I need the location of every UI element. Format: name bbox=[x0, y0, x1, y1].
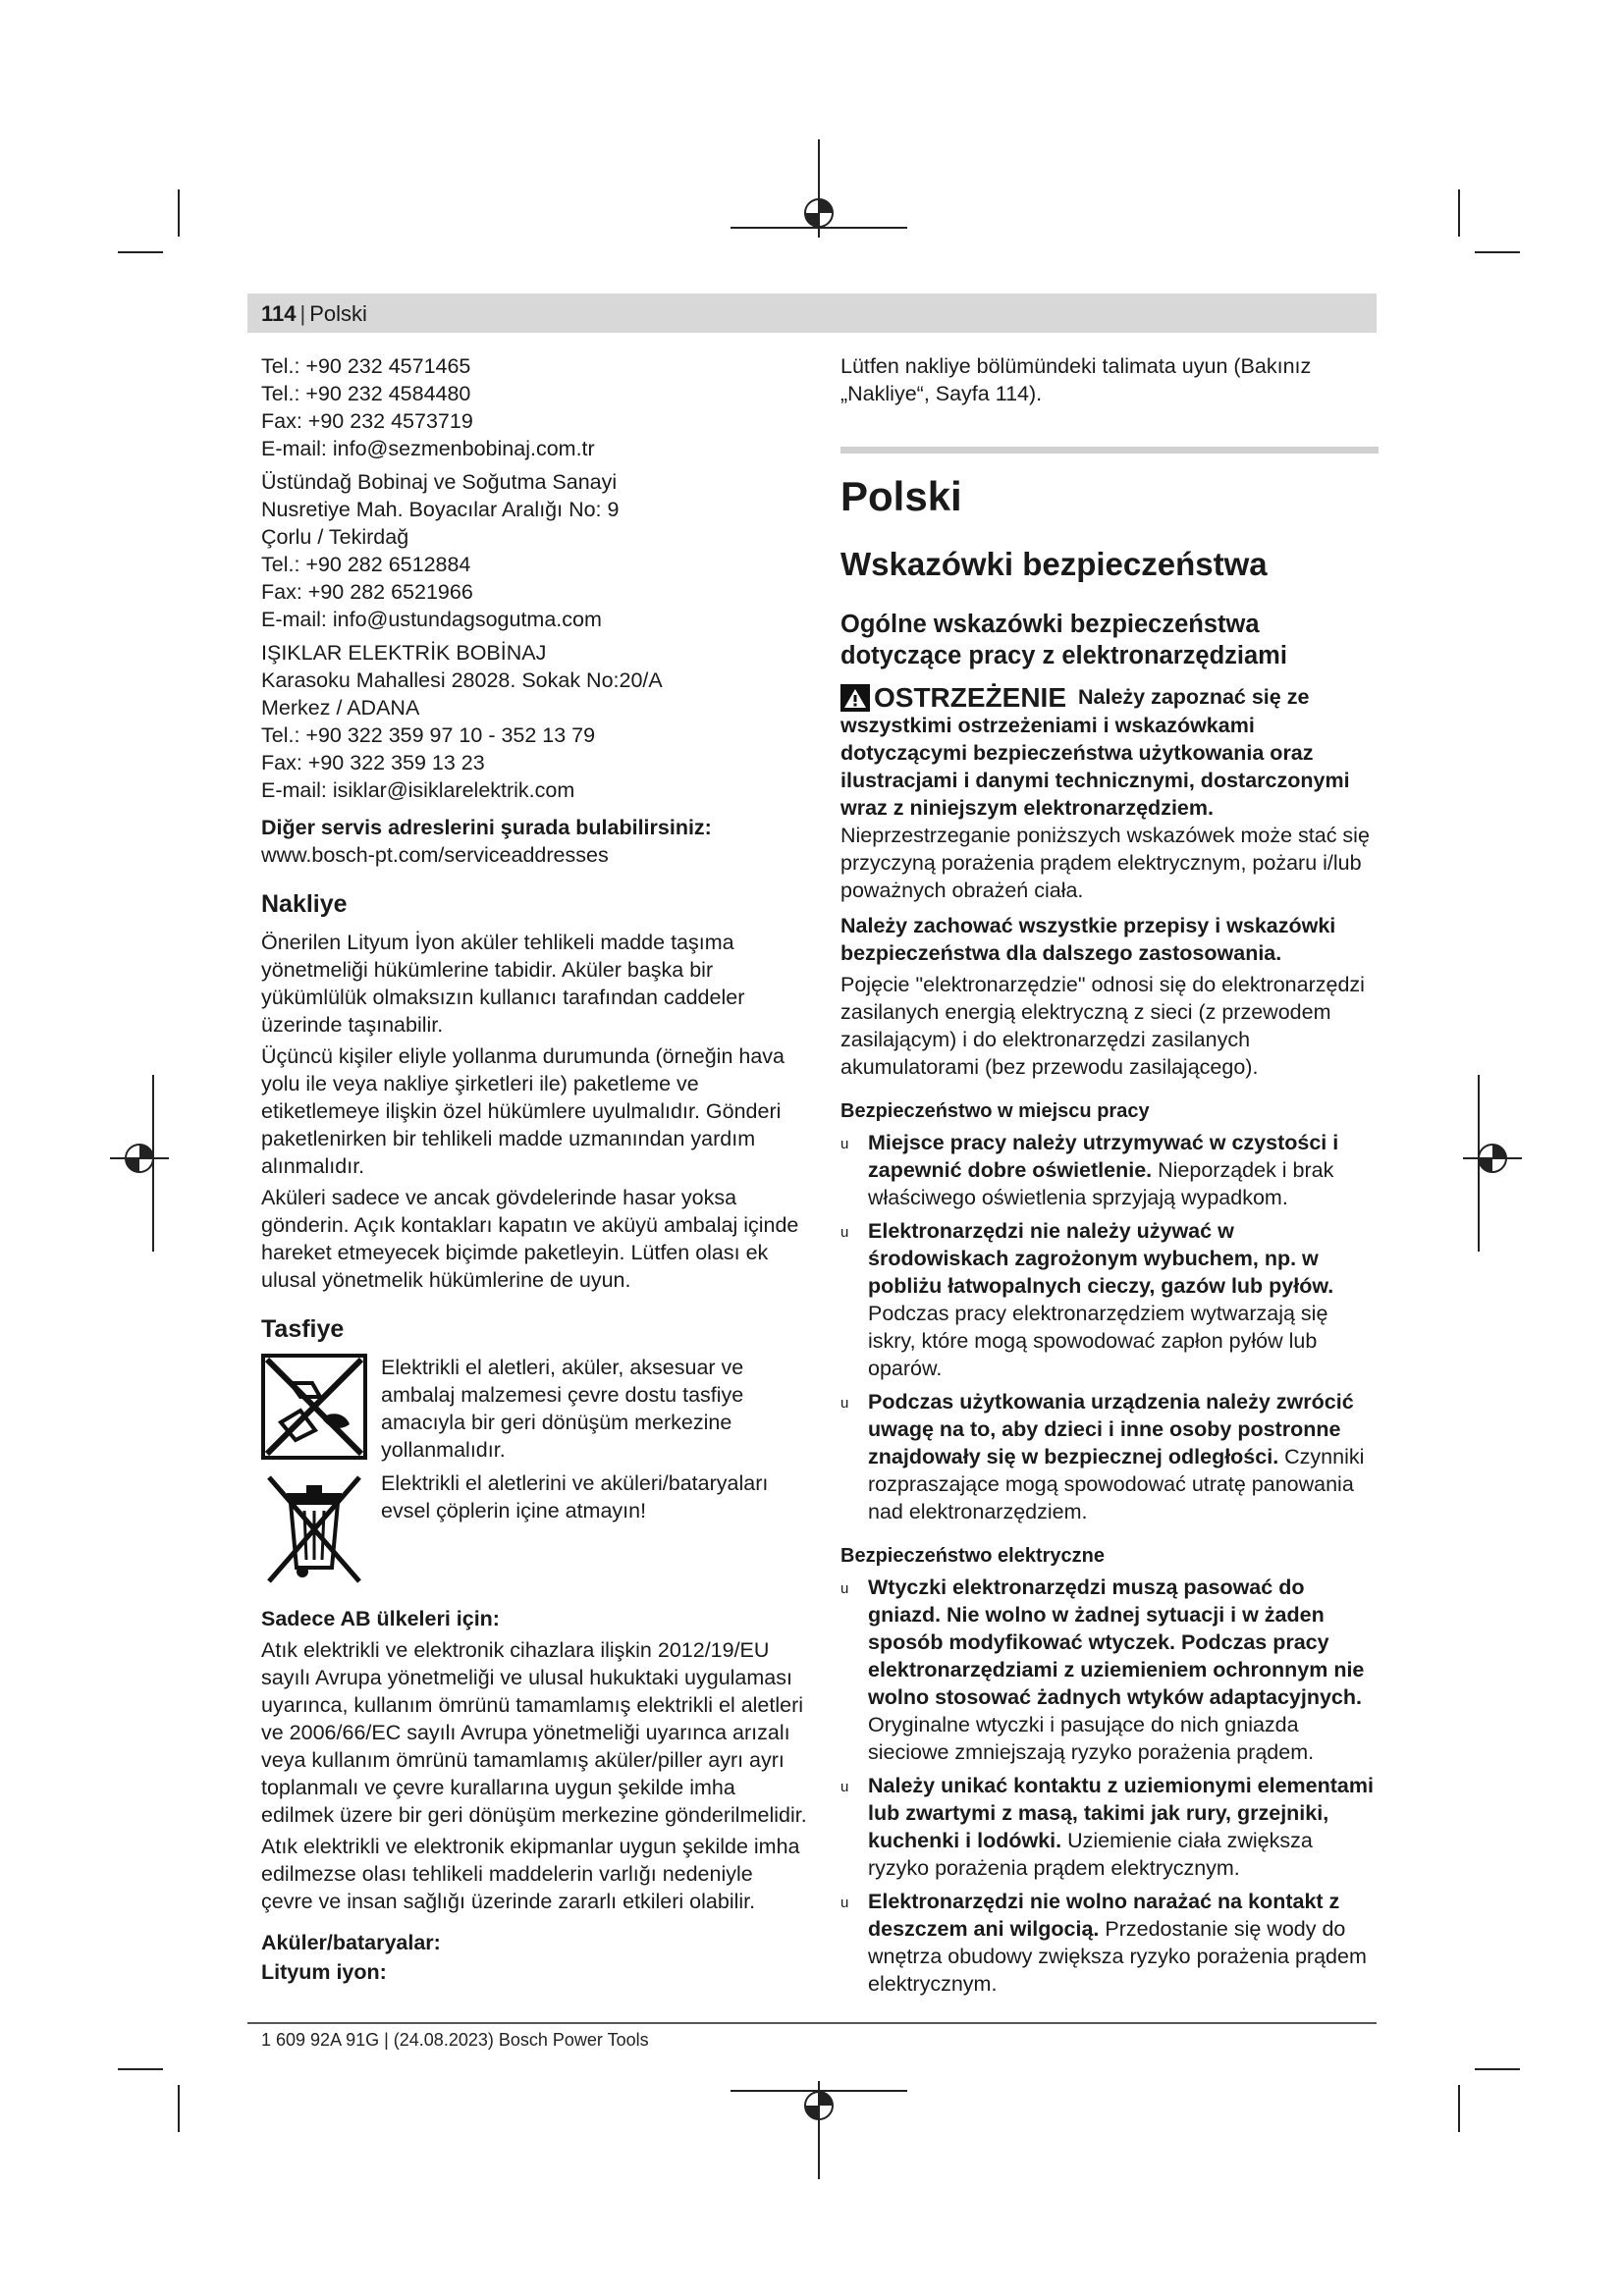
item-text: Podczas pracy elektronarzędziem wytwarzają się iskry, które mogą spowodować zapłon pyłów lub oparów. bbox=[868, 1302, 1328, 1381]
warning-paragraph bbox=[840, 683, 1379, 904]
item-text: Czynniki rozpraszające mogą spowodować utratę panowania nad elektronarzędziem. bbox=[868, 1445, 1365, 1524]
tasfiye-text: Elektrikli el aletleri, aküler, aksesuar ve ambalaj malzemesi çevre dostu tasfiye amacıyla bir geri dönüşüm merkezine yollanmalıdır. bbox=[381, 1356, 744, 1462]
keep-instructions: Należy zachować wszystkie przepisy i wskazówki bezpieczeństwa dla dalszego zastosowania. bbox=[840, 914, 1336, 966]
page-number: 114 bbox=[261, 301, 297, 326]
tasfiye-title: Tasfiye bbox=[261, 1315, 345, 1343]
contact-line: Nusretiye Mah. Boyacılar Aralığı No: 9 bbox=[261, 498, 620, 521]
contact-line: Tel.: +90 322 359 97 10 - 352 13 79 bbox=[261, 723, 596, 747]
right-column bbox=[840, 352, 1379, 2003]
service-block bbox=[261, 814, 809, 869]
bullet-marker: u bbox=[840, 1779, 849, 1796]
section-title: Wskazówki bezpieczeństwa bbox=[840, 546, 1268, 582]
service-heading: Diğer servis adreslerini şurada bulabilirsiniz: bbox=[261, 816, 712, 839]
section-divider bbox=[840, 447, 1379, 454]
item-bold-text: Należy unikać kontaktu z uziemionymi elementami lub zwartymi z masą, takimi jak rury, grzejniki, kuchenki i lodówki. bbox=[868, 1774, 1374, 1853]
service-url: www.bosch-pt.com/serviceaddresses bbox=[261, 843, 609, 867]
header-separator: | bbox=[299, 301, 306, 326]
warning-triangle-icon bbox=[840, 684, 870, 712]
warning-badge bbox=[840, 684, 1066, 712]
list-item bbox=[840, 1217, 1379, 1382]
ab-paragraph: Atık elektrikli ve elektronik cihazlara ilişkin 2012/19/EU sayılı Avrupa yönetmeliği ve ulusal hukuktaki uygulaması uyarınca, kullanım ömrünü tamamlamış elektrikli el aletleri ve 2006/66/EC sayılı Avrupa yönetmeliği uyarınca arızalı veya kullanım ömrünü tamamlamış aküler/piller ayrı ayrı toplanmalı ve çevre kurallarına uygun şekilde imha edilmek üzere bir geri dönüşüm merkezine gönderilmelidir. bbox=[261, 1638, 807, 1827]
crop-mark bbox=[118, 251, 163, 253]
contact-line: Çorlu / Tekirdağ bbox=[261, 525, 409, 549]
no-trash-recycle-icon bbox=[261, 1354, 367, 1460]
nakliye-paragraph: Üçüncü kişiler eliyle yollanma durumunda (örneğin hava yolu ile veya nakliye şirketleri ile) paketleme ve etiketlemeye ilişkin özel hükümlere uyulmalıdır. Gönderi paketlenirken bir tehlikeli madde uzmanından yardım alınmalıdır. bbox=[261, 1044, 785, 1178]
nakliye-paragraph: Önerilen Lityum İyon aküler tehlikeli madde taşıma yönetmeliği hükümlerine tabidir. Aküler başka bir yükümlülük olmaksızın kullanıcı tarafından caddeler üzerinde taşınabilir. bbox=[261, 931, 745, 1037]
crop-mark bbox=[178, 2085, 180, 2132]
item-text: Nieporządek i brak właściwego oświetlenia sprzyjają wypadkom. bbox=[868, 1158, 1334, 1210]
list-item bbox=[840, 1888, 1379, 1998]
contact-line: E-mail: isiklar@isiklarelektrik.com bbox=[261, 778, 575, 802]
list-item bbox=[840, 1574, 1379, 1766]
sub-title: Ogólne wskazówki bezpieczeństwa dotyczące pracy z elektronarzędziami bbox=[840, 611, 1287, 669]
list-item bbox=[840, 1772, 1379, 1882]
footer-rule bbox=[247, 2022, 1377, 2024]
nakliye-title: Nakliye bbox=[261, 890, 348, 918]
crop-mark bbox=[1475, 2068, 1520, 2070]
contact-line: Tel.: +90 232 4584480 bbox=[261, 382, 471, 405]
left-column bbox=[261, 352, 809, 1988]
registration-mark-icon bbox=[731, 2081, 907, 2179]
bullet-marker: u bbox=[840, 1580, 849, 1598]
electrical-heading: Bezpieczeństwo elektryczne bbox=[840, 1545, 1105, 1568]
contact-line: Tel.: +90 232 4571465 bbox=[261, 354, 471, 378]
crop-mark bbox=[118, 2068, 163, 2070]
crop-mark bbox=[1458, 189, 1460, 237]
crop-mark bbox=[178, 189, 180, 237]
bullet-marker: u bbox=[840, 1224, 849, 1242]
bin-row bbox=[261, 1469, 809, 1587]
item-text: Przedostanie się wody do wnętrza obudowy zwiększa ryzyko porażenia prądem elektrycznym. bbox=[868, 1917, 1367, 1997]
bullet-marker: u bbox=[840, 1136, 849, 1153]
item-bold-text: Podczas użytkowania urządzenia należy zwrócić uwagę na to, aby dzieci i inne osoby postronne znajdowały się w bezpiecznej odległości. bbox=[868, 1390, 1354, 1469]
nakliye-paragraph: Aküleri sadece ve ancak gövdelerinde hasar yoksa gönderin. Açık kontakları kapatın ve aküyü ambalaj içinde hareket etmeyecek biçimde paketleyin. Lütfen olası ek ulusal yönetmelik hükümlerine de uyun. bbox=[261, 1186, 799, 1292]
warning-label: OSTRZEŻENIE bbox=[874, 682, 1067, 714]
contact-line: Fax: +90 232 4573719 bbox=[261, 409, 473, 433]
item-bold-text: Miejsce pracy należy utrzymywać w czystości i zapewnić dobre oświetlenie. bbox=[868, 1131, 1339, 1183]
bullet-marker: u bbox=[840, 1395, 849, 1413]
contact-line: Merkez / ADANA bbox=[261, 696, 420, 720]
footer-text: 1 609 92A 91G | (24.08.2023) Bosch Power Tools bbox=[261, 2030, 649, 2050]
list-item bbox=[840, 1129, 1379, 1211]
contact-block-1 bbox=[261, 352, 809, 462]
item-bold-text: Elektronarzędzi nie należy używać w środowiskach zagrożonym wybuchem, np. w pobliżu łatwopalnych cieczy, gazów lub pyłów. bbox=[868, 1219, 1334, 1299]
battery-heading: Aküler/bataryalar: bbox=[261, 1931, 441, 1954]
item-bold-text: Wtyczki elektronarzędzi muszą pasować do gniazd. Nie wolno w żadnej sytuacji i w żaden sposób modyfikować wtyczek. Podczas pracy elektronarzędziami z uziemieniem ochronnym nie wolno stosować żadnych wtyków adaptacyjnych. bbox=[868, 1575, 1365, 1710]
workplace-heading: Bezpieczeństwo w miejscu pracy bbox=[840, 1100, 1150, 1123]
item-text: Uziemienie ciała zwiększa ryzyko porażenia prądem elektrycznym. bbox=[868, 1829, 1313, 1881]
contact-block-2 bbox=[261, 468, 809, 633]
bullet-marker: u bbox=[840, 1895, 849, 1912]
header-language: Polski bbox=[309, 301, 367, 326]
ab-paragraph: Atık elektrikli ve elektronik ekipmanlar uygun şekilde imha edilmezse olası tehlikeli maddelerin varlığı nedeniyle çevre ve insan sağlığı üzerinde zararlı etkileri olabilir. bbox=[261, 1835, 800, 1913]
contact-block-3 bbox=[261, 639, 809, 804]
header-text bbox=[261, 301, 367, 327]
contact-line: Fax: +90 282 6521966 bbox=[261, 580, 473, 604]
item-bold-text: Elektronarzędzi nie wolno narażać na kontakt z deszczem ani wilgocią. bbox=[868, 1890, 1340, 1942]
contact-line: Üstündağ Bobinaj ve Soğutma Sanayi bbox=[261, 470, 618, 494]
registration-mark-icon bbox=[1463, 1075, 1522, 1252]
tasfiye-text: Elektrikli el aletlerini ve aküleri/bataryaları evsel çöplerin içine atmayın! bbox=[381, 1471, 769, 1522]
intro-text: Lütfen nakliye bölümündeki talimata uyun (Bakınız „Nakliye“, Sayfa 114). bbox=[840, 354, 1312, 405]
registration-mark-icon bbox=[731, 139, 907, 238]
contact-line: E-mail: info@sezmenbobinaj.com.tr bbox=[261, 437, 595, 460]
page-header bbox=[247, 294, 1377, 333]
contact-line: Karasoku Mahallesi 28028. Sokak No:20/A bbox=[261, 668, 663, 692]
registration-mark-icon bbox=[110, 1075, 169, 1252]
language-title: Polski bbox=[840, 473, 962, 519]
crop-mark bbox=[1458, 2085, 1460, 2132]
list-item bbox=[840, 1388, 1379, 1525]
contact-line: IŞIKLAR ELEKTRİK BOBİNAJ bbox=[261, 641, 547, 665]
crossed-bin-icon bbox=[261, 1469, 367, 1587]
contact-line: Tel.: +90 282 6512884 bbox=[261, 553, 471, 576]
item-text: Oryginalne wtyczki i pasujące do nich gniazda sieciowe zmniejszają ryzyko porażenia prądem. bbox=[868, 1713, 1315, 1765]
definition-text: Pojęcie "elektronarzędzie" odnosi się do elektronarzędzi zasilanych energią elektryczną z sieci (z przewodem zasilającym) i do elektronarzędzi zasilanych akumulatorami (bez przewodu zasilającego). bbox=[840, 973, 1365, 1080]
contact-line: E-mail: info@ustundagsogutma.com bbox=[261, 608, 602, 631]
lithium-heading: Lityum iyon: bbox=[261, 1960, 387, 1984]
contact-line: Fax: +90 322 359 13 23 bbox=[261, 751, 485, 774]
crop-mark bbox=[1475, 251, 1520, 253]
warning-bold-text: Należy zapoznać się ze wszystkimi ostrzeżeniami i wskazówkami dotyczącymi bezpieczeństwa użytkowania oraz ilustracjami i danymi technicznymi, dostarczonymi wraz z niniejszym elektronarzędziem. bbox=[840, 685, 1350, 821]
ab-heading: Sadece AB ülkeleri için: bbox=[261, 1607, 500, 1630]
recycle-row bbox=[261, 1354, 809, 1464]
warning-text: Nieprzestrzeganie poniższych wskazówek może stać się przyczyną porażenia prądem elektrycznym, pożaru i/lub poważnych obrażeń ciała. bbox=[840, 824, 1370, 903]
